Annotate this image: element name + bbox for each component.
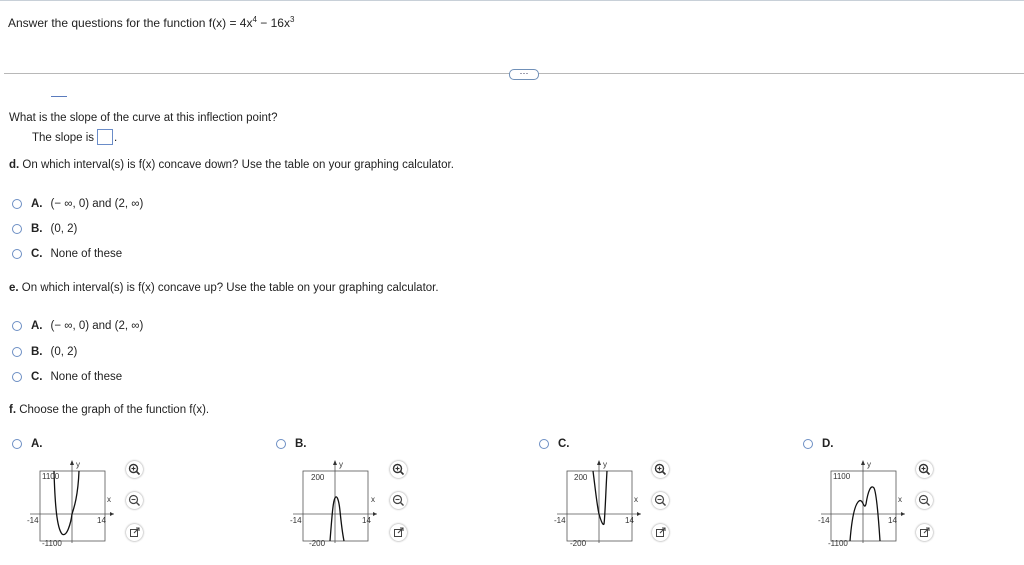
graph-frame [40,471,105,541]
x-min-label: -14 [554,516,566,525]
y-max-label: 1100 [42,472,60,481]
y-min-label: -200 [309,539,326,548]
zoom-out-icon[interactable] [916,492,933,509]
y-max-label: 200 [311,473,325,482]
x-max-label: 14 [888,516,897,525]
x-axis-label: x [371,495,375,504]
x-arrow-icon [373,512,377,516]
x-arrow-icon [901,512,905,516]
zoom-out-icon[interactable] [390,492,407,509]
graph-b [289,456,379,556]
radio-button[interactable] [12,439,22,449]
zoom-out-icon[interactable] [652,492,669,509]
x-axis-label: x [898,495,902,504]
previous-answer-underline [51,96,67,97]
y-axis-label: y [867,460,871,469]
radio-button[interactable] [12,321,22,331]
radio-button[interactable] [12,199,22,209]
zoom-out-icon[interactable] [126,492,143,509]
y-min-label: -1100 [42,539,62,548]
option-d-b[interactable]: B. (0, 2) [12,223,77,235]
graph-option-b[interactable]: B. [276,438,307,450]
y-min-label: -1100 [828,539,848,548]
x-min-label: -14 [818,516,830,525]
x-min-label: -14 [290,516,302,525]
function-curve [593,471,607,524]
slope-answer-line: The slope is . [32,129,117,145]
zoom-in-icon[interactable] [126,461,143,478]
x-axis-label: x [634,495,638,504]
zoom-in-icon[interactable] [916,461,933,478]
x-max-label: 14 [625,516,634,525]
graph-c [553,456,643,556]
x-min-label: -14 [27,516,39,525]
expand-icon[interactable] [916,524,933,541]
x-axis-label: x [107,495,111,504]
expand-icon[interactable] [126,524,143,541]
x-arrow-icon [110,512,114,516]
option-e-a[interactable]: A. (− ∞, 0) and (2, ∞) [12,320,143,332]
y-min-label: -200 [570,539,587,548]
x-max-label: 14 [97,516,106,525]
y-arrow-icon [861,460,865,465]
y-axis-label: y [339,460,343,469]
x-max-label: 14 [362,516,371,525]
y-arrow-icon [597,460,601,465]
y-max-label: 200 [574,473,588,482]
option-e-b[interactable]: B. (0, 2) [12,346,77,358]
question-d: d. On which interval(s) is f(x) concave down? Use the table on your graphing calculator. [9,159,454,171]
expand-more-button[interactable]: ⋯ [509,69,539,80]
slope-input[interactable] [97,129,113,145]
y-arrow-icon [333,460,337,465]
radio-button[interactable] [276,439,286,449]
option-d-a[interactable]: A. (− ∞, 0) and (2, ∞) [12,198,143,210]
graph-a [26,456,116,556]
y-axis-label: y [603,460,607,469]
radio-button[interactable] [12,372,22,382]
radio-button[interactable] [12,224,22,234]
x-arrow-icon [637,512,641,516]
option-e-c[interactable]: C. None of these [12,371,122,383]
graph-frame [831,471,896,541]
zoom-in-icon[interactable] [390,461,407,478]
problem-statement: Answer the questions for the function $f(x) = 4x^4 - 16x^3$ [8,15,295,30]
zoom-in-icon[interactable] [652,461,669,478]
y-max-label: 1100 [833,472,851,481]
radio-button[interactable] [12,249,22,259]
radio-button[interactable] [539,439,549,449]
slope-question: What is the slope of the curve at this inflection point? [9,112,278,124]
graph-option-c[interactable]: C. [539,438,570,450]
y-axis-label: y [76,460,80,469]
graph-option-a[interactable]: A. [12,438,43,450]
top-border [0,0,1024,1]
y-arrow-icon [70,460,74,465]
radio-button[interactable] [803,439,813,449]
expand-icon[interactable] [652,524,669,541]
function-curve [330,497,344,541]
option-d-c[interactable]: C. None of these [12,248,122,260]
expand-icon[interactable] [390,524,407,541]
question-e: e. On which interval(s) is f(x) concave up? Use the table on your graphing calculator. [9,282,439,294]
graph-d [817,456,907,556]
graph-option-d[interactable]: D. [803,438,834,450]
radio-button[interactable] [12,347,22,357]
question-f: f. Choose the graph of the function f(x). [9,404,210,416]
